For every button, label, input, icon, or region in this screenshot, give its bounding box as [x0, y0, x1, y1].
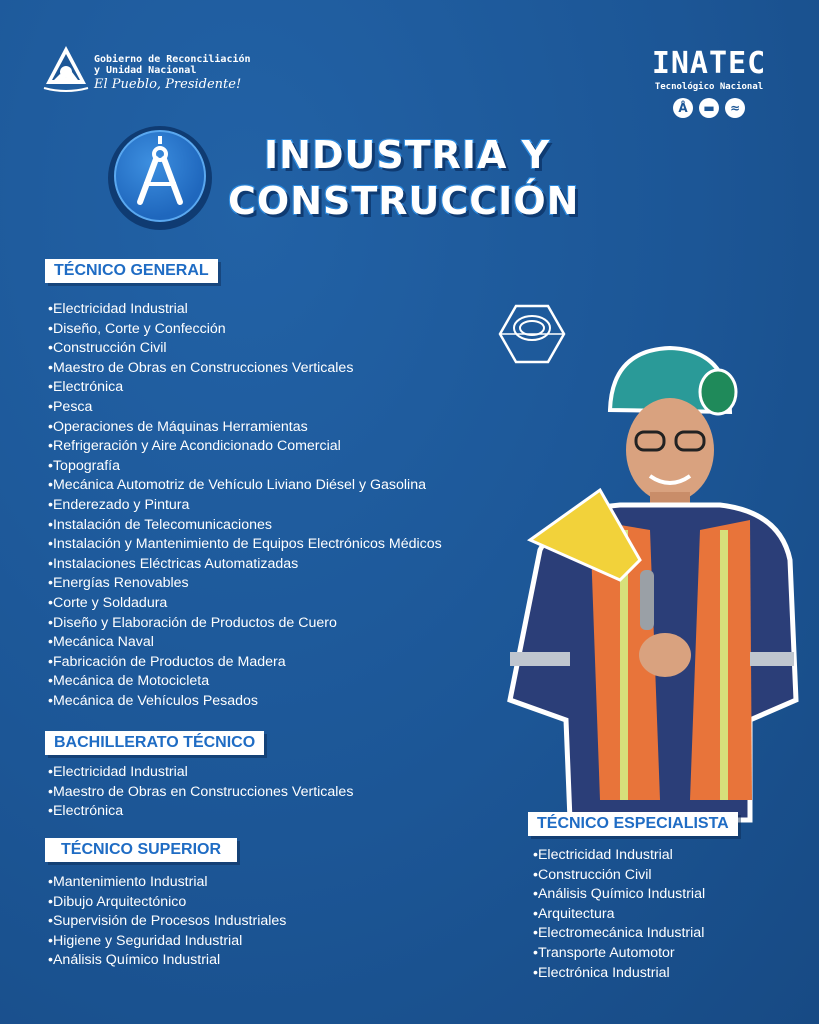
list-item: • Mecánica Naval	[48, 633, 442, 653]
list-item: • Topografía	[48, 457, 442, 477]
inatec-logo	[636, 48, 782, 118]
list-item: • Corte y Soldadura	[48, 594, 442, 614]
list-item: • Supervisión de Procesos Industriales	[48, 912, 286, 932]
list-item: • Instalación y Mantenimiento de Equipos Electrónicos Médicos	[48, 535, 442, 555]
list-item: • Electrónica	[48, 802, 353, 822]
section-heading-tecnico-general: TÉCNICO GENERAL	[45, 259, 218, 283]
tecnico-superior-list	[48, 873, 286, 971]
list-item: • Análisis Químico Industrial	[533, 885, 705, 905]
list-item: • Electricidad Industrial	[48, 763, 353, 783]
gov-name-line1: Gobierno de Reconciliación	[94, 54, 251, 65]
badge-circle	[114, 130, 206, 222]
list-item: • Construcción Civil	[533, 866, 705, 886]
wave-icon: ≈	[725, 98, 745, 118]
gov-name-line2: y Unidad Nacional	[94, 65, 197, 76]
list-item: • Mantenimiento Industrial	[48, 873, 286, 893]
list-item: • Enderezado y Pintura	[48, 496, 442, 516]
page-title	[228, 132, 579, 224]
list-item: • Dibujo Arquitectónico	[48, 893, 286, 913]
tecnico-especialista-list	[533, 846, 705, 983]
list-item: • Maestro de Obras en Construcciones Verticales	[48, 359, 442, 379]
gov-slogan: El Pueblo, Presidente!	[94, 77, 242, 92]
list-item: • Mecánica de Vehículos Pesados	[48, 692, 442, 712]
section-heading-tecnico-especialista: TÉCNICO ESPECIALISTA	[528, 812, 738, 836]
section-heading-tecnico-superior: TÉCNICO SUPERIOR	[45, 838, 237, 862]
section-heading-bachillerato-tecnico: BACHILLERATO TÉCNICO	[45, 731, 264, 755]
list-item: • Mecánica Automotriz de Vehículo Liviano Diésel y Gasolina	[48, 476, 442, 496]
list-item: • Arquitectura	[533, 905, 705, 925]
worker-photo	[500, 300, 800, 840]
list-item: • Electromecánica Industrial	[533, 924, 705, 944]
list-item: • Pesca	[48, 398, 442, 418]
list-item: • Energías Renovables	[48, 574, 442, 594]
list-item: • Instalaciones Eléctricas Automatizadas	[48, 555, 442, 575]
bachillerato-tecnico-list	[48, 763, 353, 822]
list-item: • Electrónica Industrial	[533, 964, 705, 984]
compass-icon: Å	[673, 98, 693, 118]
briefcase-icon: ▬	[699, 98, 719, 118]
compass-icon	[116, 132, 204, 220]
government-logo	[40, 44, 270, 94]
list-item: • Electricidad Industrial	[533, 846, 705, 866]
category-badge	[108, 126, 212, 230]
inatec-icons	[636, 98, 782, 118]
inatec-title: INATEC	[651, 46, 767, 81]
inatec-subtitle: Tecnológico Nacional	[654, 82, 764, 92]
title-line1: INDUSTRIA Y	[264, 133, 551, 177]
list-item: • Transporte Automotor	[533, 944, 705, 964]
list-item: • Instalación de Telecomunicaciones	[48, 516, 442, 536]
list-item: • Fabricación de Productos de Madera	[48, 653, 442, 673]
list-item: • Operaciones de Máquinas Herramientas	[48, 418, 442, 438]
list-item: • Análisis Químico Industrial	[48, 951, 286, 971]
list-item: • Electricidad Industrial	[48, 300, 442, 320]
title-line2: CONSTRUCCIÓN	[228, 179, 580, 223]
list-item: • Electrónica	[48, 378, 442, 398]
list-item: • Construcción Civil	[48, 339, 442, 359]
list-item: • Diseño y Elaboración de Productos de Cuero	[48, 614, 442, 634]
list-item: • Mecánica de Motocicleta	[48, 672, 442, 692]
nicaragua-seal-icon	[40, 44, 92, 94]
list-item: • Higiene y Seguridad Industrial	[48, 932, 286, 952]
list-item: • Maestro de Obras en Construcciones Verticales	[48, 783, 353, 803]
tecnico-general-list	[48, 300, 442, 711]
list-item: • Diseño, Corte y Confección	[48, 320, 442, 340]
list-item: • Refrigeración y Aire Acondicionado Comercial	[48, 437, 442, 457]
